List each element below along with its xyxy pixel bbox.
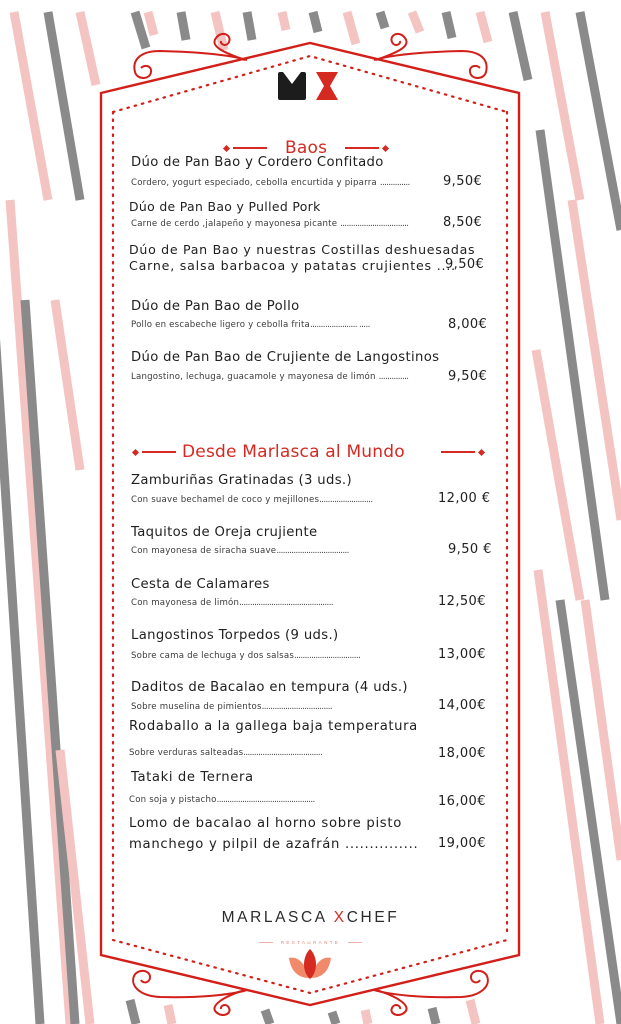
lotus-icon [287, 948, 333, 980]
menu-item-name: Taquitos de Oreja crujiente [131, 525, 318, 540]
menu-item-description-inline: Carne, salsa barbacoa y patatas crujientes .... [129, 258, 456, 273]
menu-item-description: Carne de cerdo ,jalapeño y mayonesa picante ................................ [131, 219, 409, 229]
menu-item-name: Dúo de Pan Bao y Pulled Pork [129, 199, 321, 214]
section-header-desde-marlasca [133, 442, 484, 462]
menu-item-description: Pollo en escabeche ligero y cebolla frita...................... ..... [131, 320, 370, 330]
menu-item-name: Dúo de Pan Bao de Pollo [131, 299, 300, 314]
diamond-icon [478, 448, 485, 455]
menu-item-price: 13,00€ [438, 647, 486, 662]
diamond-icon [382, 144, 389, 151]
menu-item-price: 9,50€ [448, 369, 488, 384]
menu-item-price: 12,00 € [438, 491, 491, 506]
menu-item-description: Con soja y pistacho.............................................. [129, 795, 315, 805]
logo-m-glyph [278, 72, 306, 100]
menu-item-price: 18,00€ [438, 746, 486, 761]
menu-item-description: Cordero, yogurt especiado, cebolla encurtida y piparra .............. [131, 178, 410, 188]
menu-item-description: Sobre verduras salteadas..................................... [129, 748, 323, 758]
menu-item-description: Con mayonesa de limón............................................ [131, 598, 333, 608]
menu-item-price: 8,50€ [443, 215, 483, 230]
menu-item-name-line2: manchego y pilpil de azafrán ............... [129, 837, 419, 852]
header-ornament-left [133, 450, 176, 455]
menu-item-name: Langostinos Torpedos (9 uds.) [131, 628, 339, 643]
menu-item-description: Con suave bechamel de coco y mejillones......................... [131, 495, 373, 505]
menu-item-name: Dúo de Pan Bao y nuestras Costillas deshuesadas [129, 242, 476, 257]
section-title: Baos [285, 138, 328, 158]
menu-item-description: Langostino, lechuga, guacamole y mayonesa de limón .............. [131, 372, 409, 382]
menu-item-price: 8,00€ [448, 317, 488, 332]
diamond-icon [223, 144, 230, 151]
menu-item-name: Zamburiñas Gratinadas (3 uds.) [131, 473, 352, 488]
menu-item-name: Daditos de Bacalao en tempura (4 uds.) [131, 680, 408, 695]
menu-item-price: 9,50€ [443, 174, 483, 189]
brand-wordmark: MARLASCA XCHEF [221, 909, 400, 926]
brand-subtitle: RESTAURANTE [0, 940, 621, 945]
menu-item-name: Rodaballo a la gallega baja temperatura [129, 719, 418, 734]
menu-item-description: Sobre muselina de pimientos................................. [131, 702, 333, 712]
header-ornament-right [345, 146, 388, 151]
brand-x: X [333, 909, 347, 926]
menu-item-price: 9,50€ [445, 257, 485, 272]
diamond-icon [132, 448, 139, 455]
menu-item-price: 9,50 € [448, 542, 492, 557]
logo-x-glyph [316, 72, 338, 100]
brand-logo-mx [276, 70, 344, 102]
menu-item-price: 19,00€ [438, 836, 486, 851]
section-title: Desde Marlasca al Mundo [182, 442, 405, 462]
menu-item-price: 12,50€ [438, 594, 486, 609]
header-ornament-left [224, 146, 267, 151]
menu-item-description: Con mayonesa de siracha suave.................................. [131, 546, 349, 556]
menu-item-name: Tataki de Ternera [131, 770, 254, 785]
menu-item-name: Lomo de bacalao al horno sobre pisto [129, 816, 403, 831]
header-ornament-right [441, 450, 484, 455]
menu-item-price: 16,00€ [438, 794, 486, 809]
menu-item-description: Sobre cama de lechuga y dos salsas............................... [131, 651, 361, 661]
menu-item-name: Dúo de Pan Bao y Cordero Confitado [131, 155, 384, 170]
menu-item-name: Cesta de Calamares [131, 577, 270, 592]
menu-item-name: Dúo de Pan Bao de Crujiente de Langostinos [131, 350, 440, 365]
menu-item-price: 14,00€ [438, 698, 486, 713]
